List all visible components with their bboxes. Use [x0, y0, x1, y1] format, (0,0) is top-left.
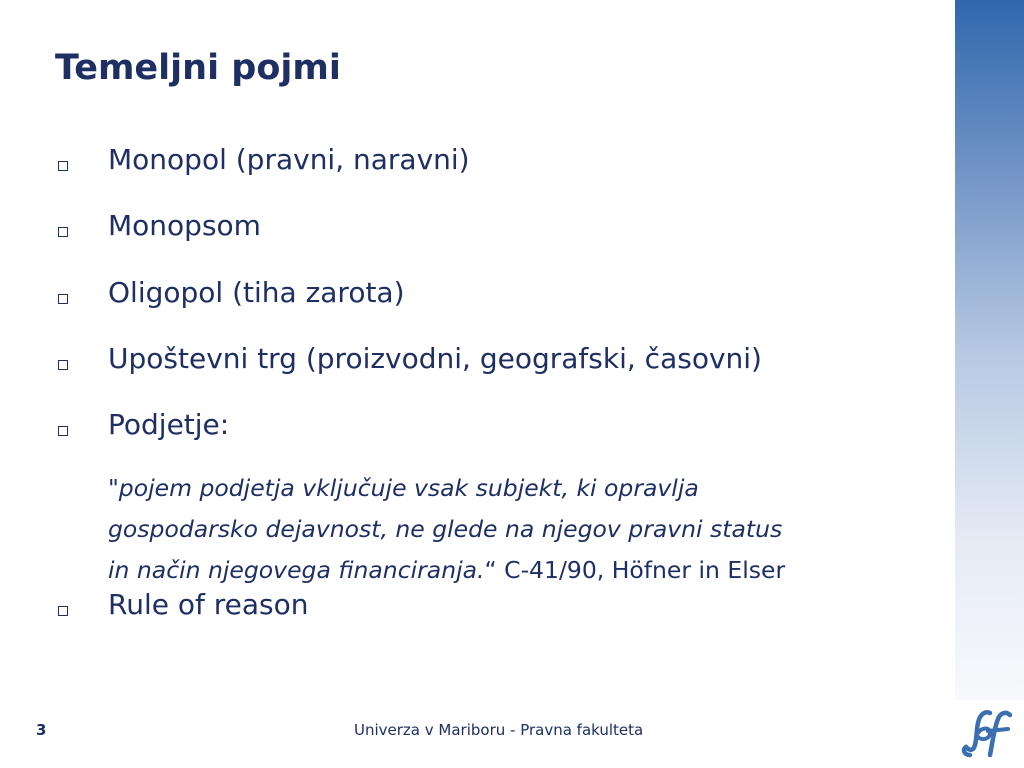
bullet-item — [55, 408, 955, 468]
bullet-item — [55, 276, 955, 342]
bullet-text: Upoštevni trg (proizvodni, geografski, časovni) — [108, 342, 762, 375]
footer-institution: Univerza v Mariboru - Pravna fakulteta — [354, 721, 644, 739]
page-number: 3 — [36, 721, 47, 739]
quote-citation: “ C-41/90, Höfner in Elser — [484, 556, 786, 584]
side-gradient-band — [955, 0, 1024, 700]
bullet-text: Monopsom — [108, 209, 261, 242]
square-bullet-icon — [58, 227, 68, 237]
pf-logo-icon — [956, 705, 1012, 761]
bullet-item — [55, 143, 955, 209]
bullet-text: Monopol (pravni, naravni) — [108, 143, 470, 176]
bullet-text: Rule of reason — [108, 588, 309, 621]
quote-line-2: gospodarsko dejavnost, ne glede na njegov pravni status — [108, 515, 783, 543]
slide-title: Temeljni pojmi — [55, 48, 341, 88]
square-bullet-icon — [58, 426, 68, 436]
square-bullet-icon — [58, 161, 68, 171]
quote-line-1: "pojem podjetja vključuje vsak subjekt, ki opravlja — [108, 474, 699, 502]
quote-line-3-italic: in način njegovega financiranja. — [108, 556, 485, 584]
bullet-item — [55, 588, 955, 621]
square-bullet-icon — [58, 606, 68, 616]
bullet-item — [55, 342, 955, 408]
square-bullet-icon — [58, 294, 68, 304]
definition-quote — [55, 468, 955, 588]
square-bullet-icon — [58, 360, 68, 370]
bullet-list — [55, 143, 955, 621]
bullet-item — [55, 209, 955, 276]
bullet-text: Podjetje: — [108, 408, 230, 441]
bullet-text: Oligopol (tiha zarota) — [108, 276, 405, 309]
